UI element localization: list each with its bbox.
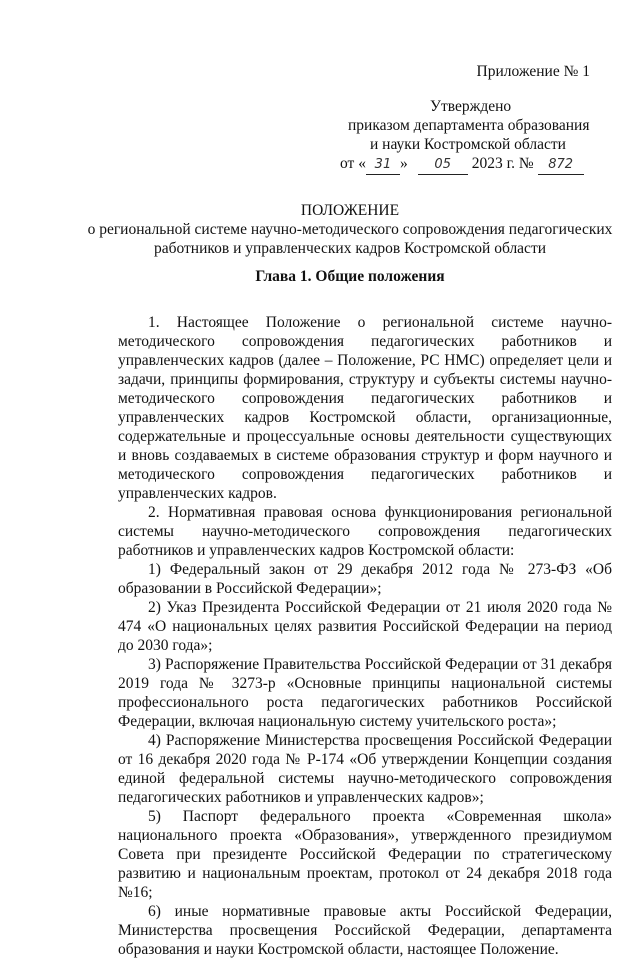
list-item-3: 3) Распоряжение Правительства Российской Федерации от 31 декабря 2019 года № 3273-р «Основные принципы национальной системы профессионального роста педагогических работников Российской Федерации, включая национальную систему учительского роста»;: [118, 656, 612, 730]
year-text: 2023 г. №: [471, 155, 534, 172]
order-line: приказом департамента образования: [348, 117, 590, 134]
handwritten-month: 05: [418, 155, 468, 175]
handwritten-order-number: 872: [538, 155, 584, 175]
order-date-line: [340, 154, 610, 175]
document-body: [118, 313, 612, 959]
appendix-label: Приложение № 1: [476, 63, 590, 80]
document-title: [60, 201, 640, 258]
list-item-5: 5) Паспорт федерального проекта «Современная школа» национального проекта «Образования», утвержденного президиумом Совета при президенте Российской Федерации по стратегическому развитию и национальным проектам, протокол от 24 декабря 2018 года №16;: [118, 808, 612, 901]
paragraph-1: 1. Настоящее Положение о региональной системе научно-методического сопровождения педагогических работников и управленческих кадров (далее – Положение, РС НМС) определяет цели и задачи, принципы формирования, структуру и субъекты системы научно-методического сопровождения педагогических работников и управленческих кадров Костромской области, организационные, содержательные и процессуальные основы деятельности существующих и вновь создаваемых в системе образования структур и форм научного и методического сопровождения педагогических работников и управленческих кадров.: [118, 314, 612, 502]
title-line-2: работников и управленческих кадров Костромской области: [153, 240, 547, 257]
title-main: ПОЛОЖЕНИЕ: [300, 202, 400, 219]
title-line-1: о региональной системе научно-методического сопровождения педагогических: [87, 221, 613, 238]
paragraph-2: 2. Нормативная правовая основа функционирования региональной системы научно-методического сопровождения педагогических работников и управленческих кадров Костромской области:: [118, 504, 612, 559]
list-item-1: 1) Федеральный закон от 29 декабря 2012 года № 273-ФЗ «Об образовании в Российской Федерации»;: [118, 561, 612, 597]
approval-stamp: [340, 97, 610, 116]
list-item-6: 6) иные нормативные правовые акты Российской Федерации, Министерства просвещения Российской Федерации, департамента образования и науки Костромской области, настоящее Положение.: [118, 903, 612, 958]
org-line: и науки Костромской области: [370, 136, 566, 153]
list-item-4: 4) Распоряжение Министерства просвещения Российской Федерации от 16 декабря 2020 года № Р-174 «Об утверждении Концепции создания единой федеральной системы научно-методического сопровождения педагогических работников и управленческих кадров»;: [118, 732, 612, 806]
chapter-heading: Глава 1. Общие положения: [255, 268, 445, 285]
list-item-2: 2) Указ Президента Российской Федерации от 21 июля 2020 года № 474 «О национальных целях развития Российской Федерации на период до 2030 года»;: [118, 599, 612, 654]
handwritten-day: 31: [366, 155, 400, 175]
approved-label: Утверждено: [430, 98, 512, 115]
date-separator: »: [399, 155, 408, 172]
date-prefix: от «: [340, 155, 366, 172]
approval-block: [340, 62, 610, 175]
